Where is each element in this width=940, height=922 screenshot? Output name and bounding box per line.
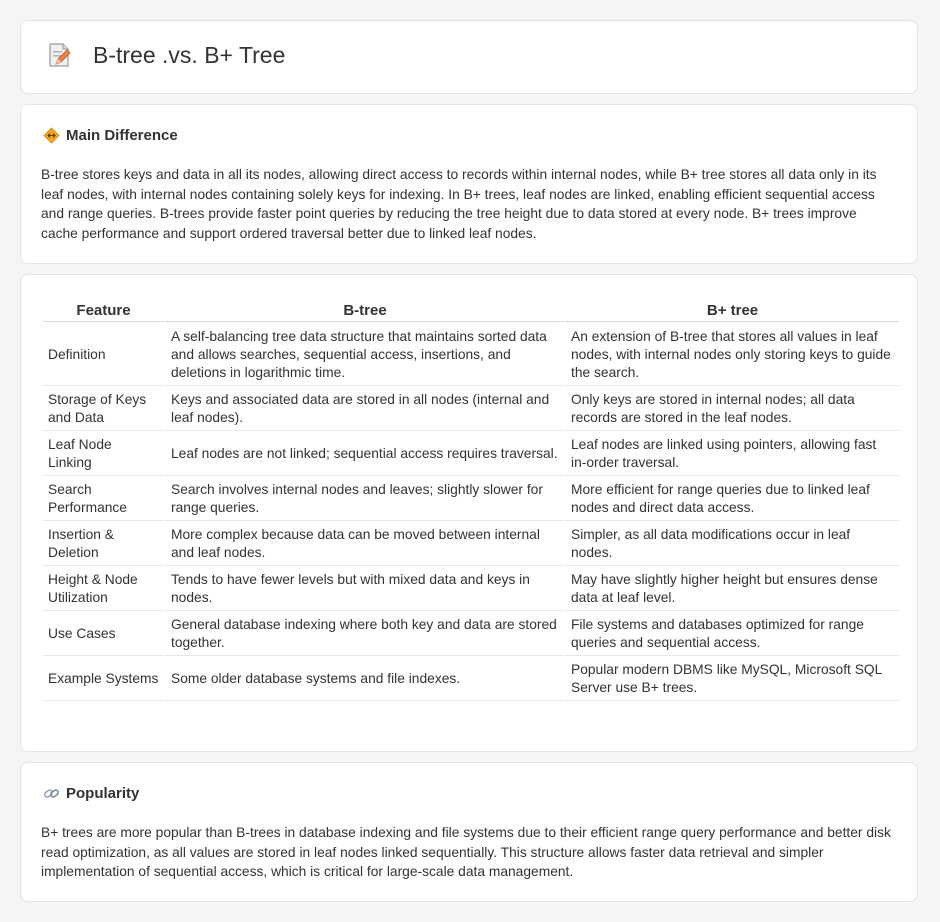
feature-cell: Example Systems — [43, 658, 164, 701]
title-card — [20, 20, 918, 94]
bplustree-cell: More efficient for range queries due to linked leaf nodes and direct data access. — [566, 478, 899, 521]
popularity-text: B+ trees are more popular than B-trees in database indexing and file systems due to their efficient range query performance and better disk read optimization, as all values are stored in leaf nodes linked sequentially. This structure allows faster data retrieval and simpler implementation of sequential access, which is critical for large-scale data management. — [41, 825, 891, 879]
link-icon — [43, 785, 60, 802]
comparison-table — [41, 297, 901, 703]
page-title: B-tree .vs. B+ Tree — [93, 41, 286, 68]
btree-cell: Keys and associated data are stored in all nodes (internal and leaf nodes). — [166, 388, 564, 431]
column-header: Feature — [43, 299, 164, 322]
column-header: B-tree — [166, 299, 564, 322]
btree-cell: Some older database systems and file indexes. — [166, 658, 564, 701]
diamond-arrows-icon — [43, 127, 60, 144]
btree-cell: Search involves internal nodes and leaves; slightly slower for range queries. — [166, 478, 564, 521]
bplustree-cell: File systems and databases optimized for range queries and sequential access. — [566, 613, 899, 656]
btree-cell: General database indexing where both key and data are stored together. — [166, 613, 564, 656]
bplustree-cell: Only keys are stored in internal nodes; all data records are stored in the leaf nodes. — [566, 388, 899, 431]
feature-cell: Height & Node Utilization — [43, 568, 164, 611]
popularity-card — [20, 762, 918, 902]
table-row — [43, 658, 899, 701]
column-header: B+ tree — [566, 299, 899, 322]
btree-cell: Leaf nodes are not linked; sequential access requires traversal. — [166, 433, 564, 476]
table-row — [43, 324, 899, 386]
table-row — [43, 613, 899, 656]
main-difference-card — [20, 104, 918, 264]
table-row — [43, 433, 899, 476]
bplustree-cell: Simpler, as all data modifications occur in leaf nodes. — [566, 523, 899, 566]
table-row — [43, 568, 899, 611]
popularity-title: Popularity — [66, 785, 140, 802]
title-row — [47, 41, 285, 69]
table-row — [43, 388, 899, 431]
feature-cell: Leaf Node Linking — [43, 433, 164, 476]
comparison-card — [20, 274, 918, 752]
popularity-heading — [43, 785, 139, 802]
btree-cell: A self-balancing tree data structure that maintains sorted data and allows searches, sequential access, insertions, and deletions in logarithmic time. — [166, 324, 564, 386]
btree-cell: More complex because data can be moved between internal and leaf nodes. — [166, 523, 564, 566]
feature-cell: Insertion & Deletion — [43, 523, 164, 566]
bplustree-cell: An extension of B-tree that stores all values in leaf nodes, with internal nodes only storing keys to guide the search. — [566, 324, 899, 386]
bplustree-cell: May have slightly higher height but ensures dense data at leaf level. — [566, 568, 899, 611]
btree-cell: Tends to have fewer levels but with mixed data and keys in nodes. — [166, 568, 564, 611]
bplustree-cell: Popular modern DBMS like MySQL, Microsoft SQL Server use B+ trees. — [566, 658, 899, 701]
table-row — [43, 478, 899, 521]
feature-cell: Definition — [43, 324, 164, 386]
feature-cell: Storage of Keys and Data — [43, 388, 164, 431]
document-edit-icon — [47, 41, 73, 69]
main-difference-heading — [43, 127, 178, 144]
main-difference-text: B-tree stores keys and data in all its nodes, allowing direct access to records within internal nodes, while B+ tree stores all data only in its leaf nodes, with internal nodes containing solely keys for indexing. In B+ trees, leaf nodes are linked, enabling efficient sequential access and range queries. B-trees provide faster point queries by reducing the tree height due to data stored at every node. B+ trees improve cache performance and support ordered traversal better due to linked leaf nodes. — [41, 167, 877, 241]
bplustree-cell: Leaf nodes are linked using pointers, allowing fast in-order traversal. — [566, 433, 899, 476]
feature-cell: Use Cases — [43, 613, 164, 656]
table-header-row — [43, 299, 899, 322]
main-difference-title: Main Difference — [66, 127, 178, 144]
table-row — [43, 523, 899, 566]
feature-cell: Search Performance — [43, 478, 164, 521]
